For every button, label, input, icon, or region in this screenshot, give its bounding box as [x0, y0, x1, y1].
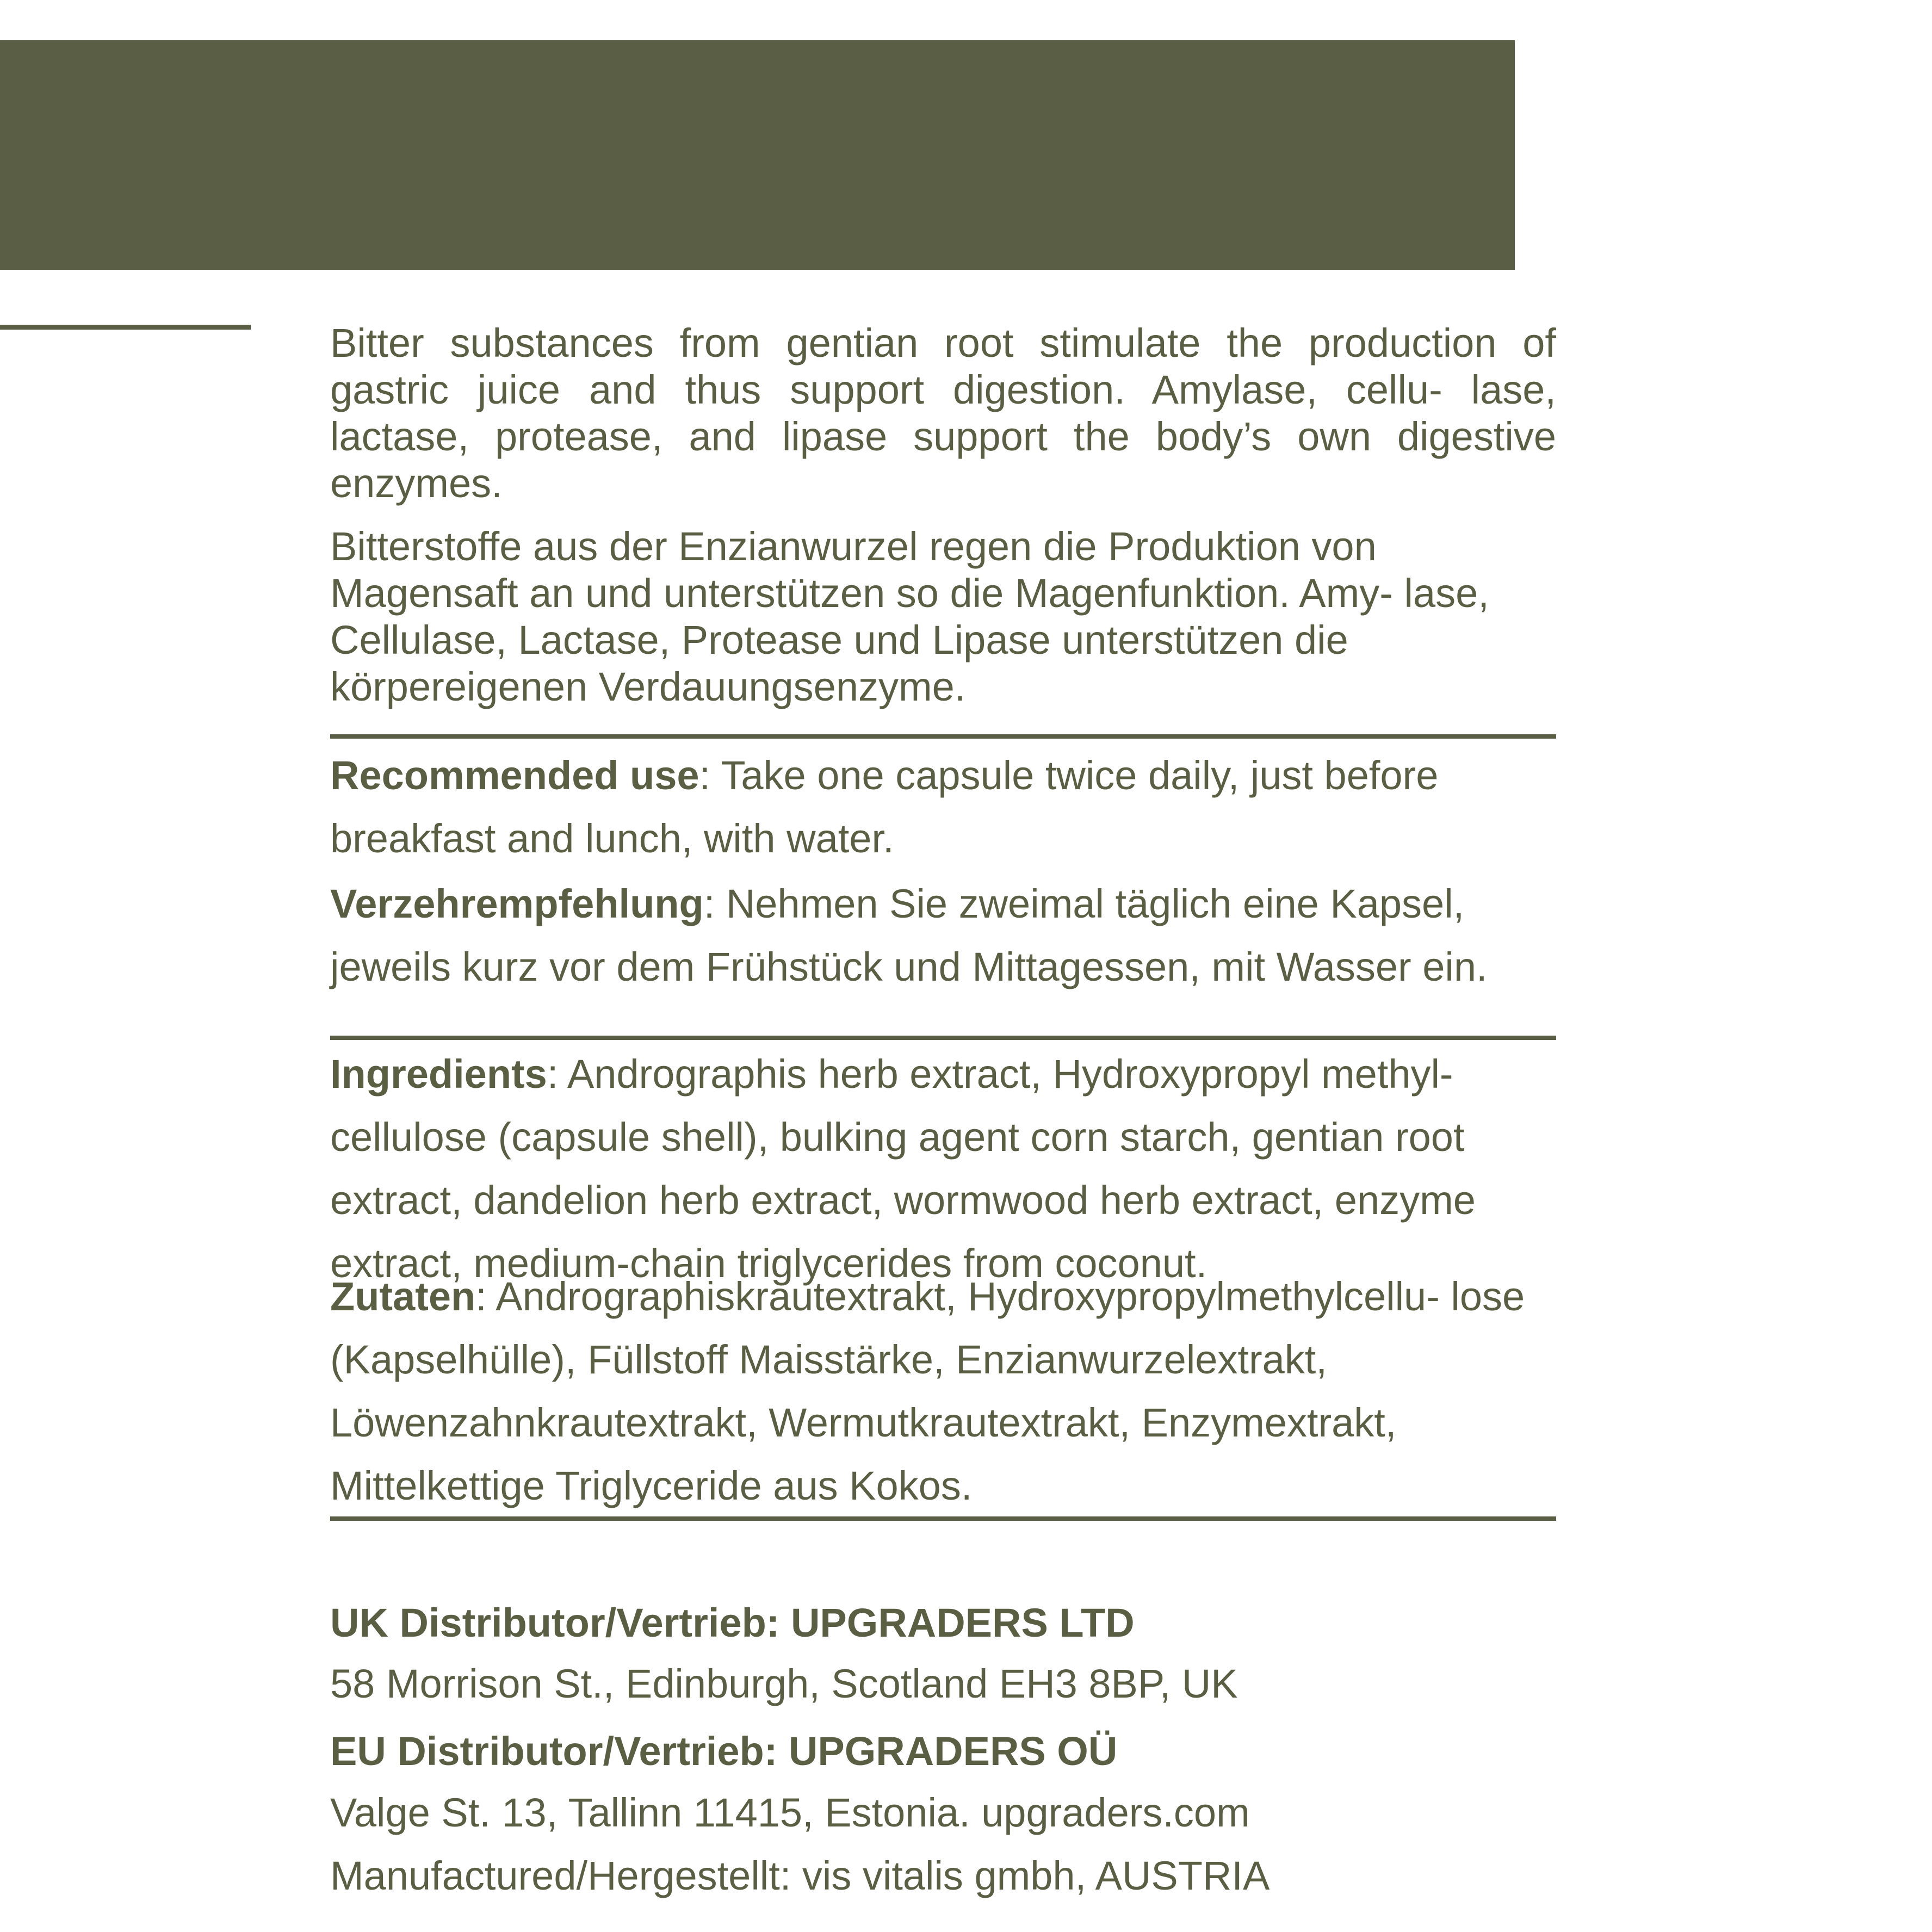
recommended-use-label: Recommended use: [330, 753, 699, 798]
divider-1: [330, 734, 1556, 739]
uk-distributor-address: 58 Morrison St., Edinburgh, Scotland EH3 8BP, UK: [330, 1661, 1238, 1706]
ingredients-label: Ingredients: [330, 1051, 547, 1097]
verzehrempfehlung-label: Verzehrempfehlung: [330, 881, 704, 926]
header-banner: [0, 40, 1515, 270]
zutaten-text: : Andrographiskrautextrakt, Hydroxypropylmethylcellu- lose (Kapselhülle), Füllstoff Maisstärke, Enzianwurzelextrakt, Löwenzahnkrautextrakt, Wermutkrautextrakt, Enzymextrakt, Mittelkettige Triglyceride aus Kokos.: [330, 1274, 1525, 1508]
ingredients-text: : Andrographis herb extract, Hydroxypropyl methyl- cellulose (capsule shell), bulking agent corn starch, gentian root extract, dandelion herb extract, wormwood herb extract, enzyme extract, medium-chain triglycerides from coconut.: [330, 1051, 1476, 1286]
divider-3: [330, 1516, 1556, 1521]
description-en: Bitter substances from gentian root stimulate the production of gastric juice and thus support digestion. Amylase, cellu- lase, lactase, protease, and lipase support the body’s own digestive enzymes.: [330, 320, 1556, 506]
description-de: Bitterstoffe aus der Enzianwurzel regen die Produktion von Magensaft an und unterstützen so die Magenfunktion. Amy- lase, Cellulase, Lactase, Protease und Lipase unterstützen die körpereigenen Verdauungsenzyme.: [330, 524, 1489, 709]
uk-distributor-heading: UK Distributor/Vertrieb: UPGRADERS LTD: [330, 1600, 1135, 1645]
ingredients-de: [330, 1265, 1549, 1518]
ingredients-en: [330, 1043, 1549, 1295]
recommended-use-text: : Take one capsule twice daily, just before breakfast and lunch, with water.: [330, 753, 1439, 861]
manufacturer: Manufactured/Hergestellt: vis vitalis gmbh, AUSTRIA: [330, 1853, 1270, 1898]
recommended-use-en: [330, 744, 1549, 870]
left-divider: [0, 325, 251, 330]
eu-distributor-heading: EU Distributor/Vertrieb: UPGRADERS OÜ: [330, 1729, 1118, 1774]
verzehrempfehlung-text: : Nehmen Sie zweimal täglich eine Kapsel, jeweils kurz vor dem Frühstück und Mittagessen, mit Wasser ein.: [330, 881, 1488, 989]
recommended-use-de: [330, 872, 1549, 999]
zutaten-label: Zutaten: [330, 1274, 476, 1319]
divider-2: [330, 1036, 1556, 1040]
eu-distributor-address: Valge St. 13, Tallinn 11415, Estonia. upgraders.com: [330, 1790, 1250, 1835]
